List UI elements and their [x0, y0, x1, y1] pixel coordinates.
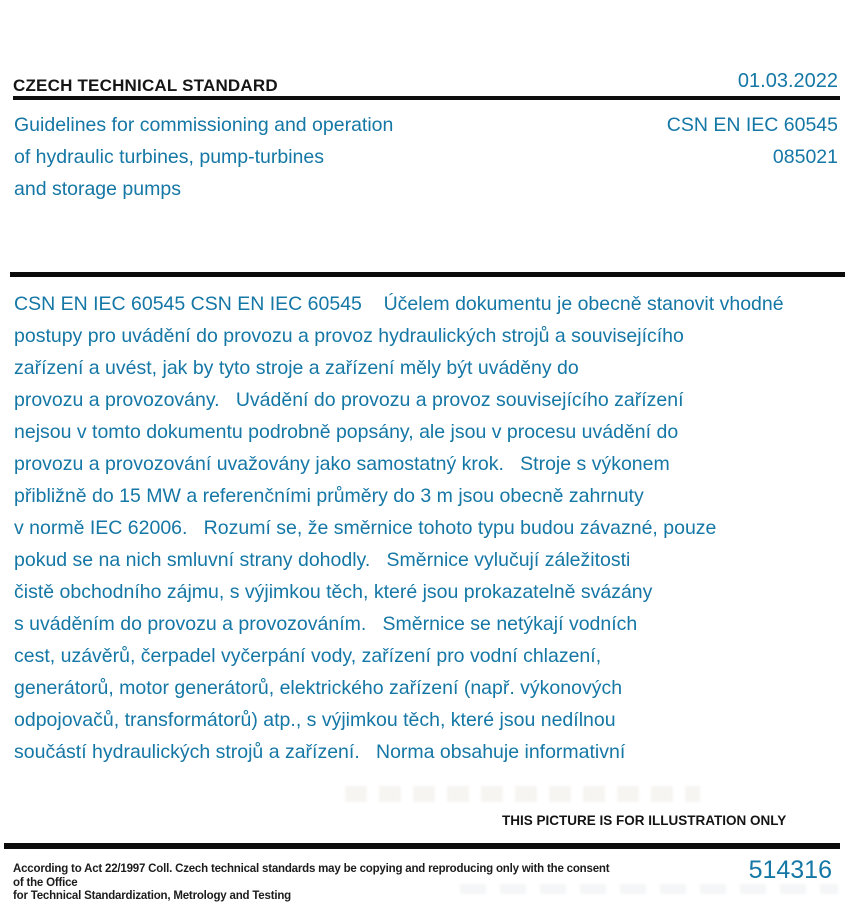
abstract-line: provozu a provozovány. Uvádění do provozu a provoz souvisejícího zařízení [14, 389, 684, 411]
copyright-line: for Technical Standardization, Metrology and Testing [13, 890, 291, 902]
abstract-line: přibližně do 15 MW a referenčními průměry do 3 m jsou obecně zahrnuty [14, 485, 644, 507]
footer-divider [4, 843, 840, 849]
document-type-heading: CZECH TECHNICAL STANDARD [13, 76, 278, 95]
abstract-line: čistě obchodního zájmu, s výjimkou těch, které jsou prokazatelně svázány [14, 581, 653, 603]
header-divider [13, 96, 840, 100]
standard-title [14, 109, 393, 205]
title-line: Guidelines for commissioning and operation [14, 114, 394, 136]
abstract-line: provozu a provozování uvažovány jako samostatný krok. Stroje s výkonem [14, 453, 670, 475]
classification-code: 085021 [772, 146, 838, 168]
abstract-line: odpojovačů, transformátorů) atp., s výjimkou těch, které jsou nedílnou [14, 709, 616, 731]
faint-watermark-artifact [460, 884, 838, 894]
abstract-line: v normě IEC 62006. Rozumí se, že směrnice tohoto typu budou závazné, pouze [14, 517, 717, 539]
abstract-line: cest, uzávěrů, čerpadel vyčerpání vody, zařízení pro vodní chlazení, [14, 645, 602, 667]
document-order-number: 514316 [748, 856, 832, 884]
standard-reference: CSN EN IEC 60545 [666, 114, 838, 136]
faint-watermark-artifact [345, 786, 700, 802]
abstract-line: generátorů, motor generátorů, elektrického zařízení (např. výkonových [14, 677, 623, 699]
copyright-line: According to Act 22/1997 Coll. Czech technical standards may be copying and reproducing only with the consent of the Office [13, 863, 610, 889]
illustration-only-disclaimer: THIS PICTURE IS FOR ILLUSTRATION ONLY [502, 813, 787, 828]
abstract-line: pokud se na nich smluvní strany dohodly. Směrnice vylučují záležitosti [14, 549, 631, 571]
section-divider [10, 272, 845, 277]
standard-identifiers [667, 109, 838, 173]
abstract-line: postupy pro uvádění do provozu a provoz hydraulických strojů a souvisejícího [14, 325, 684, 347]
title-line: and storage pumps [14, 178, 181, 200]
abstract-line: součástí hydraulických strojů a zařízení. Norma obsahuje informativní [14, 741, 626, 763]
abstract-line: s uváděním do provozu a provozováním. Směrnice se netýkají vodních [14, 613, 638, 635]
abstract-line: CSN EN IEC 60545 CSN EN IEC 60545 Účelem dokumentu je obecně stanovit vhodné [14, 293, 784, 315]
title-line: of hydraulic turbines, pump-turbines [14, 146, 324, 168]
issue-date: 01.03.2022 [737, 70, 838, 92]
abstract-text [14, 288, 862, 768]
abstract-line: zařízení a uvést, jak by tyto stroje a zařízení měly být uváděny do [14, 357, 579, 379]
abstract-line: nejsou v tomto dokumentu podrobně popsány, ale jsou v procesu uvádění do [14, 421, 679, 443]
